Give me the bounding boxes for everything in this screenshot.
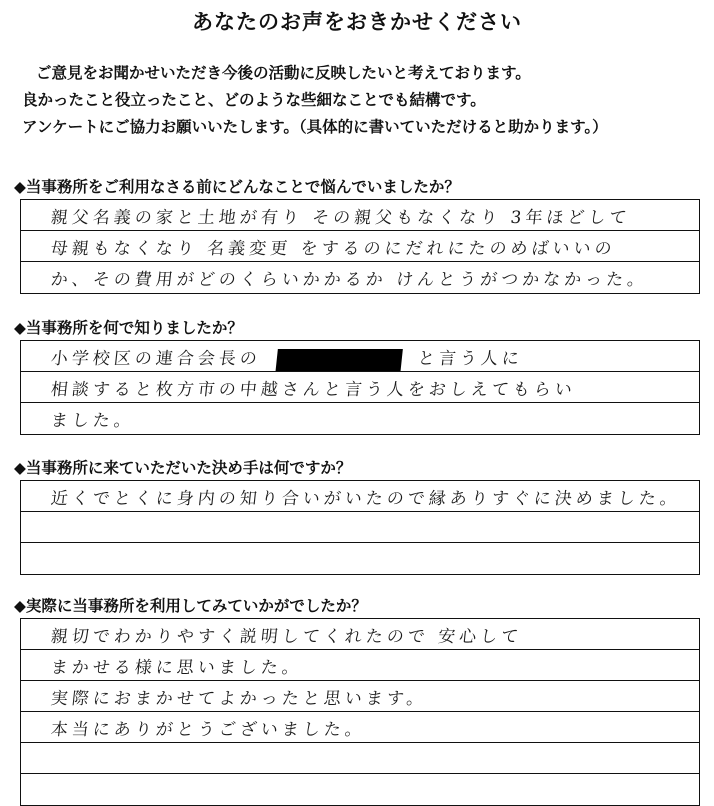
answer-line [21, 262, 699, 293]
answer-box [20, 340, 700, 435]
handwritten-answer: 親切でわかりやすく説明してくれたので 安心して [49, 627, 524, 647]
answer-line [21, 650, 699, 681]
handwritten-answer: ました。 [49, 411, 136, 431]
handwritten-answer: 実際におまかせてよかったと思います。 [49, 689, 429, 709]
handwritten-answer: 相談すると枚方市の中越さんと言う人をおしえてもらい [49, 380, 577, 400]
intro-line: 良かったこと役立ったこと、どのような些細なことでも結構です。 [22, 91, 486, 109]
answer-box [20, 199, 700, 294]
survey-section-how-found [14, 316, 700, 435]
handwritten-answer: 近くでとくに身内の知り合いがいたので縁ありすぐに決めました。 [49, 489, 682, 509]
answer-line [21, 481, 699, 512]
answer-line [21, 372, 699, 403]
redaction-block [276, 349, 403, 371]
answer-line [21, 712, 699, 743]
intro-line: アンケートにご協力お願いいたします。（具体的に書いていただけると助かります。） [22, 118, 608, 136]
handwritten-answer [50, 344, 525, 371]
intro-line: ご意見をお聞かせいただき今後の活動に反映したいと考えております。 [36, 64, 531, 82]
handwritten-fragment: と言う人に [416, 349, 524, 369]
question-heading: ◆当事務所を何で知りましたか？ [14, 319, 243, 337]
question-heading: ◆当事務所に来ていただいた決め手は何ですか？ [14, 459, 352, 477]
answer-box [20, 480, 700, 575]
answer-line [21, 743, 699, 774]
handwritten-answer: 母親もなくなり 名義変更 をするのにだれにたのめばいいの [49, 239, 617, 259]
handwritten-answer: 親父名義の家と土地が有り その親父もなくなり 3年ほどして [49, 208, 632, 228]
handwritten-answer: か、その費用がどのくらいかかるか けんとうがつかなかった。 [49, 270, 650, 290]
answer-line [21, 681, 699, 712]
survey-section-deciding-factor [14, 456, 700, 575]
survey-section-experience [14, 594, 700, 806]
answer-box [20, 618, 700, 806]
survey-section-worries [14, 175, 700, 294]
answer-line [21, 341, 699, 372]
answer-line [21, 403, 699, 434]
answer-line [21, 543, 699, 574]
handwritten-fragment: 小学校区の連合会長の [49, 349, 262, 369]
page-title: あなたのお声をおきかせください [192, 10, 522, 34]
answer-line [21, 774, 699, 805]
question-heading: ◆実際に当事務所を利用してみていかがでしたか？ [14, 597, 367, 615]
answer-line [21, 231, 699, 262]
answer-line [21, 619, 699, 650]
intro-text [22, 60, 712, 141]
handwritten-answer: まかせる様に思いました。 [49, 658, 304, 678]
handwritten-answer: 本当にありがとうございました。 [49, 720, 367, 740]
answer-line [21, 200, 699, 231]
question-heading: ◆当事務所をご利用なさる前にどんなことで悩んでいましたか？ [14, 178, 460, 196]
answer-line [21, 512, 699, 543]
